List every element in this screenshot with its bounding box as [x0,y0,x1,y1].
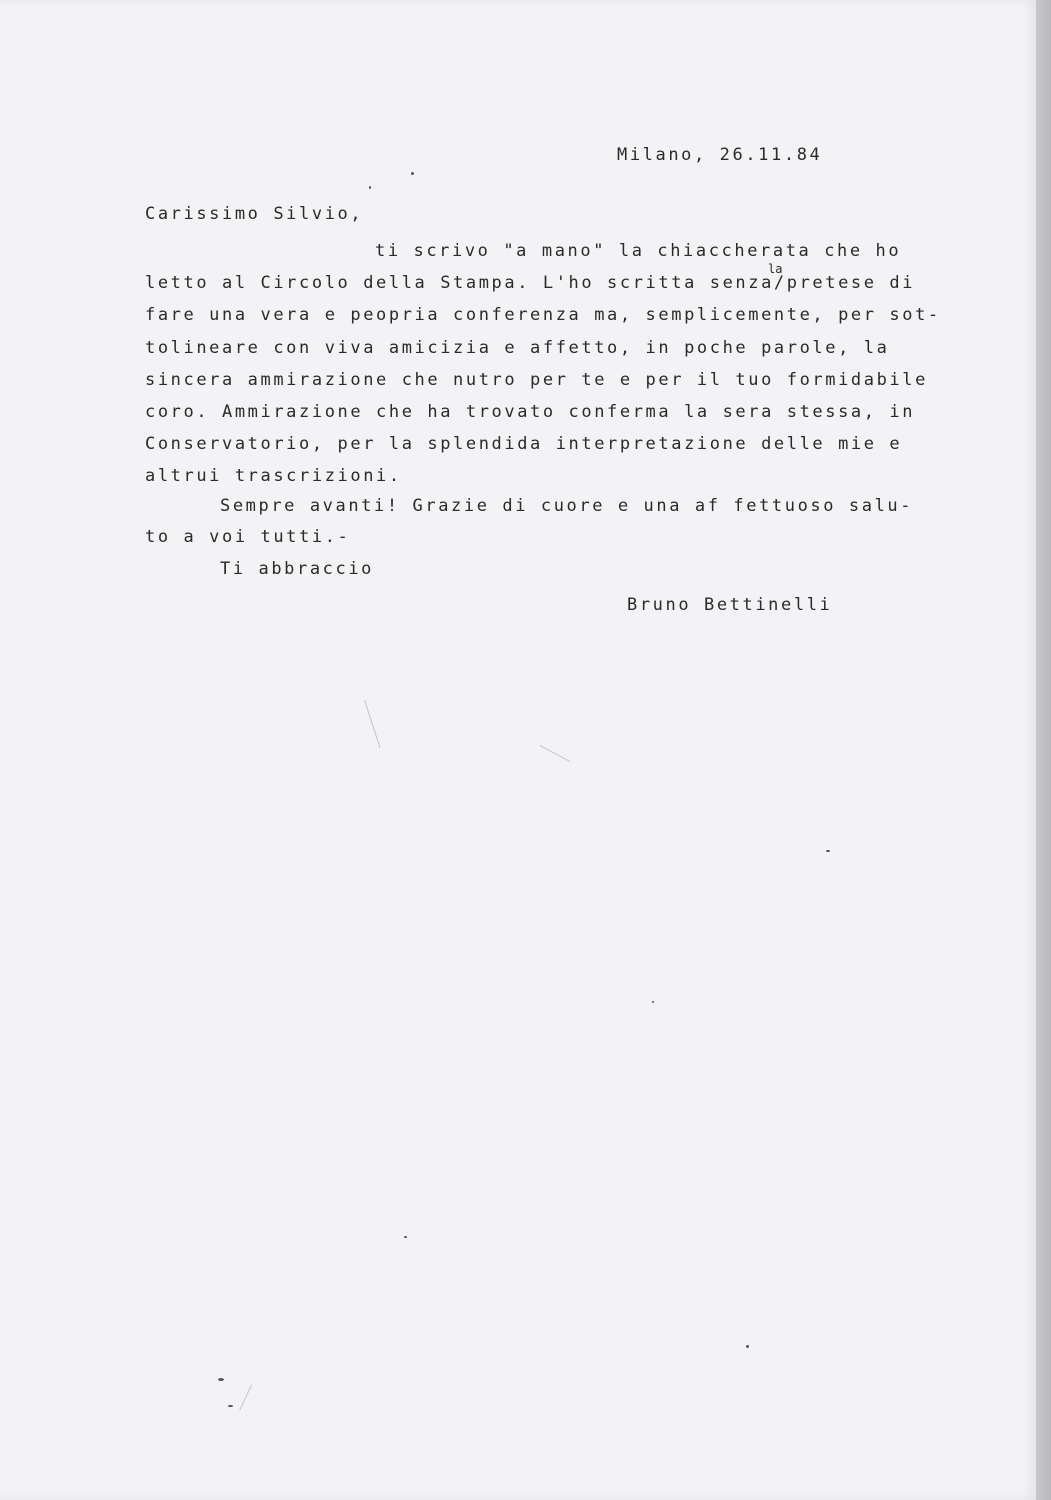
paper-speck [652,1001,654,1003]
paper-speck [404,1236,407,1238]
paper-scratch [239,1385,252,1411]
paper-speck [218,1378,224,1381]
letter-body-line-2: letto al Circolo della Stampa. L'ho scritta senza/pretese di [145,273,916,293]
letter-body-line-4: tolineare con viva amicizia e affetto, in poche parole, la [145,338,890,358]
letter-date: Milano, 26.11.84 [617,145,823,165]
paper-speck [746,1345,749,1348]
paper-scratch [364,700,380,748]
page-edge [1036,0,1051,1500]
letter-body-line-9: Sempre avanti! Grazie di cuore e una af fettuoso salu- [220,496,914,516]
letter-body-line-5: sincera ammirazione che nutro per te e per il tuo formidabile [145,370,928,390]
paper-speck [369,186,371,189]
letter-body-line-11: Ti abbraccio [220,559,375,579]
letter-body-line-1: ti scrivo "a mano" la chiaccherata che ho [375,241,902,261]
handwritten-insertion: la [768,262,783,276]
letter-body-line-8: altrui trascrizioni. [145,466,402,486]
letter-salutation: Carissimo Silvio, [145,204,364,224]
paper-speck [411,172,414,175]
letter-body-line-7: Conservatorio, per la splendida interpretazione delle mie e [145,434,903,454]
letter-body-line-10: to a voi tutti.- [145,527,351,547]
letter-signature: Bruno Bettinelli [627,595,833,615]
letter-body-line-6: coro. Ammirazione che ha trovato conferma la sera stessa, in [145,402,916,422]
paper-speck [826,850,830,852]
letter-body-line-3: fare una vera e peopria conferenza ma, semplicemente, per sot- [145,305,941,325]
paper-speck [228,1405,233,1407]
paper-scratch [540,745,570,762]
